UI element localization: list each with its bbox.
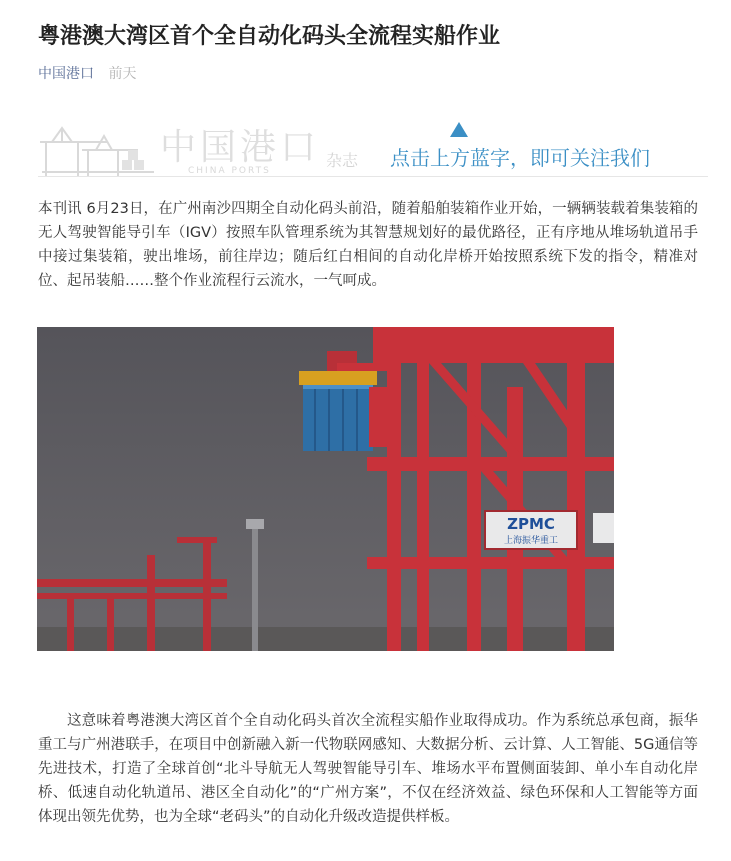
article-meta — [38, 64, 136, 84]
banner-logo: 中国港口 — [160, 127, 321, 168]
banner-magazine-label: 杂志 — [326, 151, 359, 170]
paragraph-intro: 本刊讯 6月23日，在广州南沙四期全自动化码头前沿，随着船舶装箱作业开始，一辆辆装载着集装箱的无人驾驶智能导引车（IGV）按照车队管理系统为其智慧规划好的最优路径，正有序地从堆场轨道吊手中接过集装箱，驶出堆场，前往岸边；随后红白相间的自动化岸桥开始按照系统下发的指令，精准对位、起吊装船……整个作业流程行云流水，一气呵成。 — [38, 201, 698, 289]
article-title: 粤港澳大湾区首个全自动化码头全流程实船作业 — [38, 24, 501, 49]
banner-logo-subtitle: CHINA PORTS — [188, 166, 271, 176]
follow-cta[interactable]: 点击上方蓝字，即可关注我们 — [390, 146, 650, 170]
port-crane-silhouette-icon — [38, 120, 158, 178]
photo-zpmc-sign — [485, 511, 577, 549]
article-photo — [37, 327, 614, 651]
publish-time: 前天 — [108, 66, 137, 82]
zpmc-label: ZPMC — [507, 515, 555, 533]
banner-divider — [38, 176, 708, 177]
follow-banner[interactable] — [38, 120, 708, 188]
up-arrow-icon — [450, 122, 468, 137]
source-link[interactable]: 中国港口 — [38, 66, 94, 82]
paragraph-body: 这意味着粤港澳大湾区首个全自动化码头首次全流程实船作业取得成功。作为系统总承包商，振华重工与广州港联手，在项目中创新融入新一代物联网感知、大数据分析、云计算、人工智能、5G通信等先进技术，打造了全球首创“北斗导航无人驾驶智能导引车、堆场水平布置侧面装卸、单小车自动化岸桥、低速自动化轨道吊、港区全自动化”的“广州方案”，不仅在经济效益、绿色环保和人工智能等方面体现出领先优势，也为全球“老码头”的自动化升级改造提供样板。 — [38, 713, 698, 825]
zpmc-sublabel: 上海振华重工 — [503, 536, 559, 546]
